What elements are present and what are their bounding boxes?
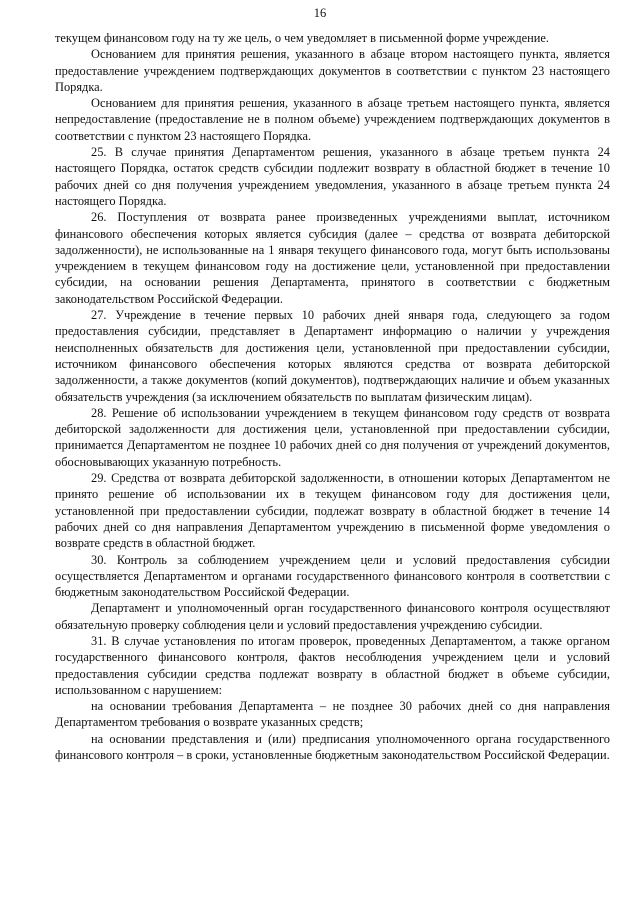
paragraph: текущем финансовом году на ту же цель, о чем уведомляет в письменной форме учреждение. <box>55 31 550 45</box>
paragraph-item-25: 25. В случае принятия Департаментом решения, указанного в абзаце третьем пункта 24 настоящего Порядка, остаток средств субсидии подлежит возврату в областной бюджет в течение 10 рабочих дней со дня получения учреждением уведомления, указанного в абзаце третьем пункта 24 настоящего Порядка. <box>55 145 610 208</box>
paragraph: на основании представления и (или) предписания уполномоченного органа государственного финансового контроля – в сроки, установленные бюджетным законодательством Российской Федерации. <box>55 731 610 763</box>
paragraph-item-29: 29. Средства от возврата дебиторской задолженности, в отношении которых Департаментом не принято решение об использовании их в текущем финансовом году для достижения цели, установленной при предоставлении субсидии, подлежат возврату в областной бюджет в течение 14 рабочих дней со дня направления Департаментом учреждению в письменной форме уведомления о возврате средств в областной бюджет. <box>55 471 610 551</box>
paragraph-item-26: 26. Поступления от возврата ранее произведенных учреждениями выплат, источником финансового обеспечения которых является субсидия (далее – средства от возврата дебиторской задолженности), не использованные на 1 января текущего финансового года, могут быть использованы учреждением в текущем финансовом году на достижение цели, установленной при предоставлении субсидии, на основании решения Департамента, принятого в соответствии с бюджетным законодательством Российской Федерации. <box>55 210 610 306</box>
paragraph-item-28: 28. Решение об использовании учреждением в текущем финансовом году средств от возврата дебиторской задолженности для достижения цели, установленной при предоставлении субсидии, принимается Департаментом не позднее 10 рабочих дней со дня получения от учреждений документов, обосновывающих указанную потребность. <box>55 405 610 469</box>
document-body <box>55 30 610 763</box>
paragraph: Департамент и уполномоченный орган государственного финансового контроля осуществляют обязательную проверку соблюдения цели и условий предоставления учреждению субсидии. <box>55 601 610 632</box>
paragraph: Основанием для принятия решения, указанного в абзаце втором настоящего пункта, является предоставление учреждением подтверждающих документов в соответствии с пунктом 23 настоящего Порядка. <box>55 47 610 94</box>
paragraph-item-30: 30. Контроль за соблюдением учреждением цели и условий предоставления субсидии осуществляется Департаментом и органами государственного финансового контроля в соответствии с бюджетным законодательством Российской Федерации. <box>55 552 610 600</box>
page-number: 16 <box>313 6 327 20</box>
paragraph-item-27: 27. Учреждение в течение первых 10 рабочих дней января года, следующего за годом предоставления субсидии, представляет в Департамент информацию о наличии у учреждения неисполненных обязательств для достижения цели, установленной при предоставлении субсидии, источником финансового обеспечения которых являются средства от возврата дебиторской задолженности, а также документов (копий документов), подтверждающих наличие и объем указанных обязательств учреждения (за исключением обязательств по выплатам физическим лицам). <box>55 308 610 404</box>
paragraph-item-31: 31. В случае установления по итогам проверок, проведенных Департаментом, а также органом государственного финансового контроля, фактов несоблюдения учреждением цели и условий предоставления субсидии средства подлежат возврату в областной бюджет в объеме субсидии, использованном с нарушением: <box>55 633 610 697</box>
paragraph: Основанием для принятия решения, указанного в абзаце третьем настоящего пункта, является непредоставление (предоставление не в полном объеме) учреждением подтверждающих документов в соответствии с пунктом 23 настоящего Порядка. <box>55 96 610 143</box>
paragraph: на основании требования Департамента – не позднее 30 рабочих дней со дня направления Департаментом требования о возврате указанных средств; <box>55 699 610 730</box>
